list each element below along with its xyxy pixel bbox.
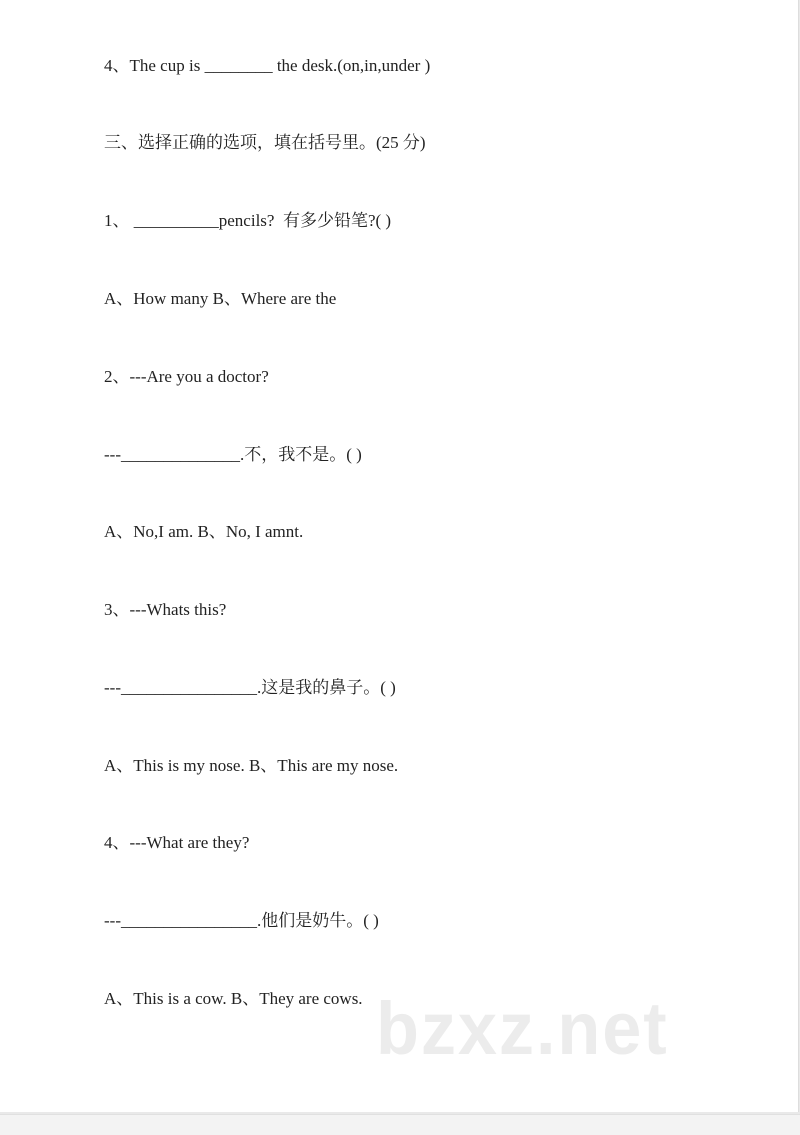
question-2-options: A、No,I am. B、No, I amnt. [104, 522, 304, 541]
watermark: bzxz.net [376, 987, 669, 1070]
question-4-options: A、This is a cow. B、They are cows. [104, 989, 363, 1008]
question-1: 1、 __________pencils? 有多少铅笔?( ) [104, 211, 392, 230]
question-4: 4、---What are they? [104, 833, 250, 852]
question-4-answer: ---________________.他们是奶牛。( ) [104, 911, 379, 930]
question-fill-4: 4、The cup is ________ the desk.(on,in,under ) [104, 56, 431, 75]
section-3-heading: 三、选择正确的选项，填在括号里。(25 分) [104, 133, 426, 152]
question-2-answer: ---______________.不，我不是。( ) [104, 445, 362, 464]
question-1-options: A、How many B、Where are the [104, 289, 337, 308]
question-3-options: A、This is my nose. B、This are my nose. [104, 756, 399, 775]
page-gap [0, 1114, 800, 1135]
question-2: 2、---Are you a doctor? [104, 367, 269, 386]
question-3: 3、---Whats this? [104, 600, 227, 619]
question-3-answer: ---________________.这是我的鼻子。( ) [104, 678, 396, 697]
